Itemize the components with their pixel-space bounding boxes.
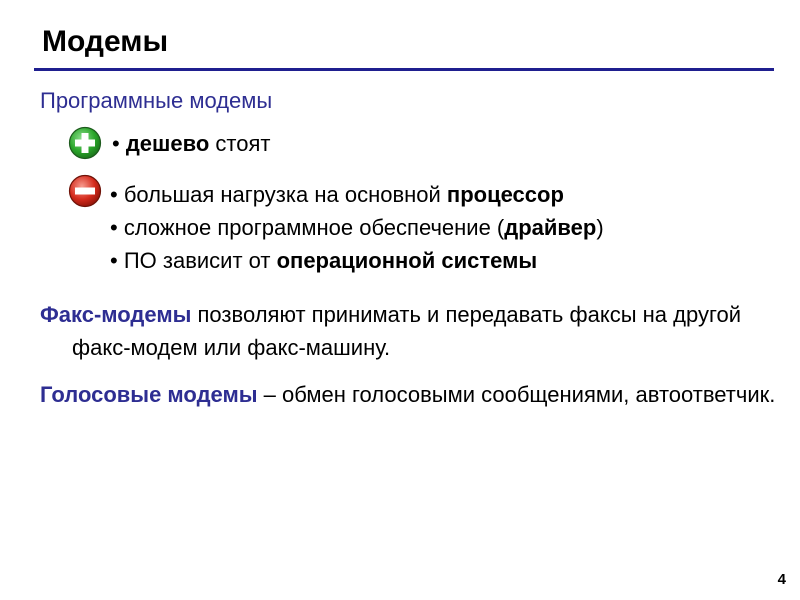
pros-list <box>112 127 270 160</box>
fax-modems-term: Факс-модемы <box>40 302 192 327</box>
list-item: • ПО зависит от операционной системы <box>110 244 604 277</box>
voice-modems-paragraph <box>40 378 780 411</box>
minus-circle-icon <box>68 174 102 208</box>
plus-circle-icon <box>68 126 102 160</box>
list-item: • большая нагрузка на основной процессор <box>110 178 604 211</box>
fax-modems-paragraph <box>40 298 780 364</box>
page-number: 4 <box>777 571 786 588</box>
list-item: • сложное программное обеспечение (драйвер) <box>110 211 604 244</box>
voice-modems-term: Голосовые модемы <box>40 382 258 407</box>
section-heading: Программные модемы <box>40 88 273 113</box>
voice-modems-text: – обмен голосовыми сообщениями, автоответчик. <box>257 382 776 407</box>
cons-list <box>110 178 604 277</box>
title-divider <box>34 68 774 71</box>
list-item: • дешево стоят <box>112 127 270 160</box>
fax-modems-text: позволяют принимать и передавать факсы на другой факс-модем или факс-машину. <box>72 302 742 360</box>
slide-title: Модемы <box>42 25 169 58</box>
